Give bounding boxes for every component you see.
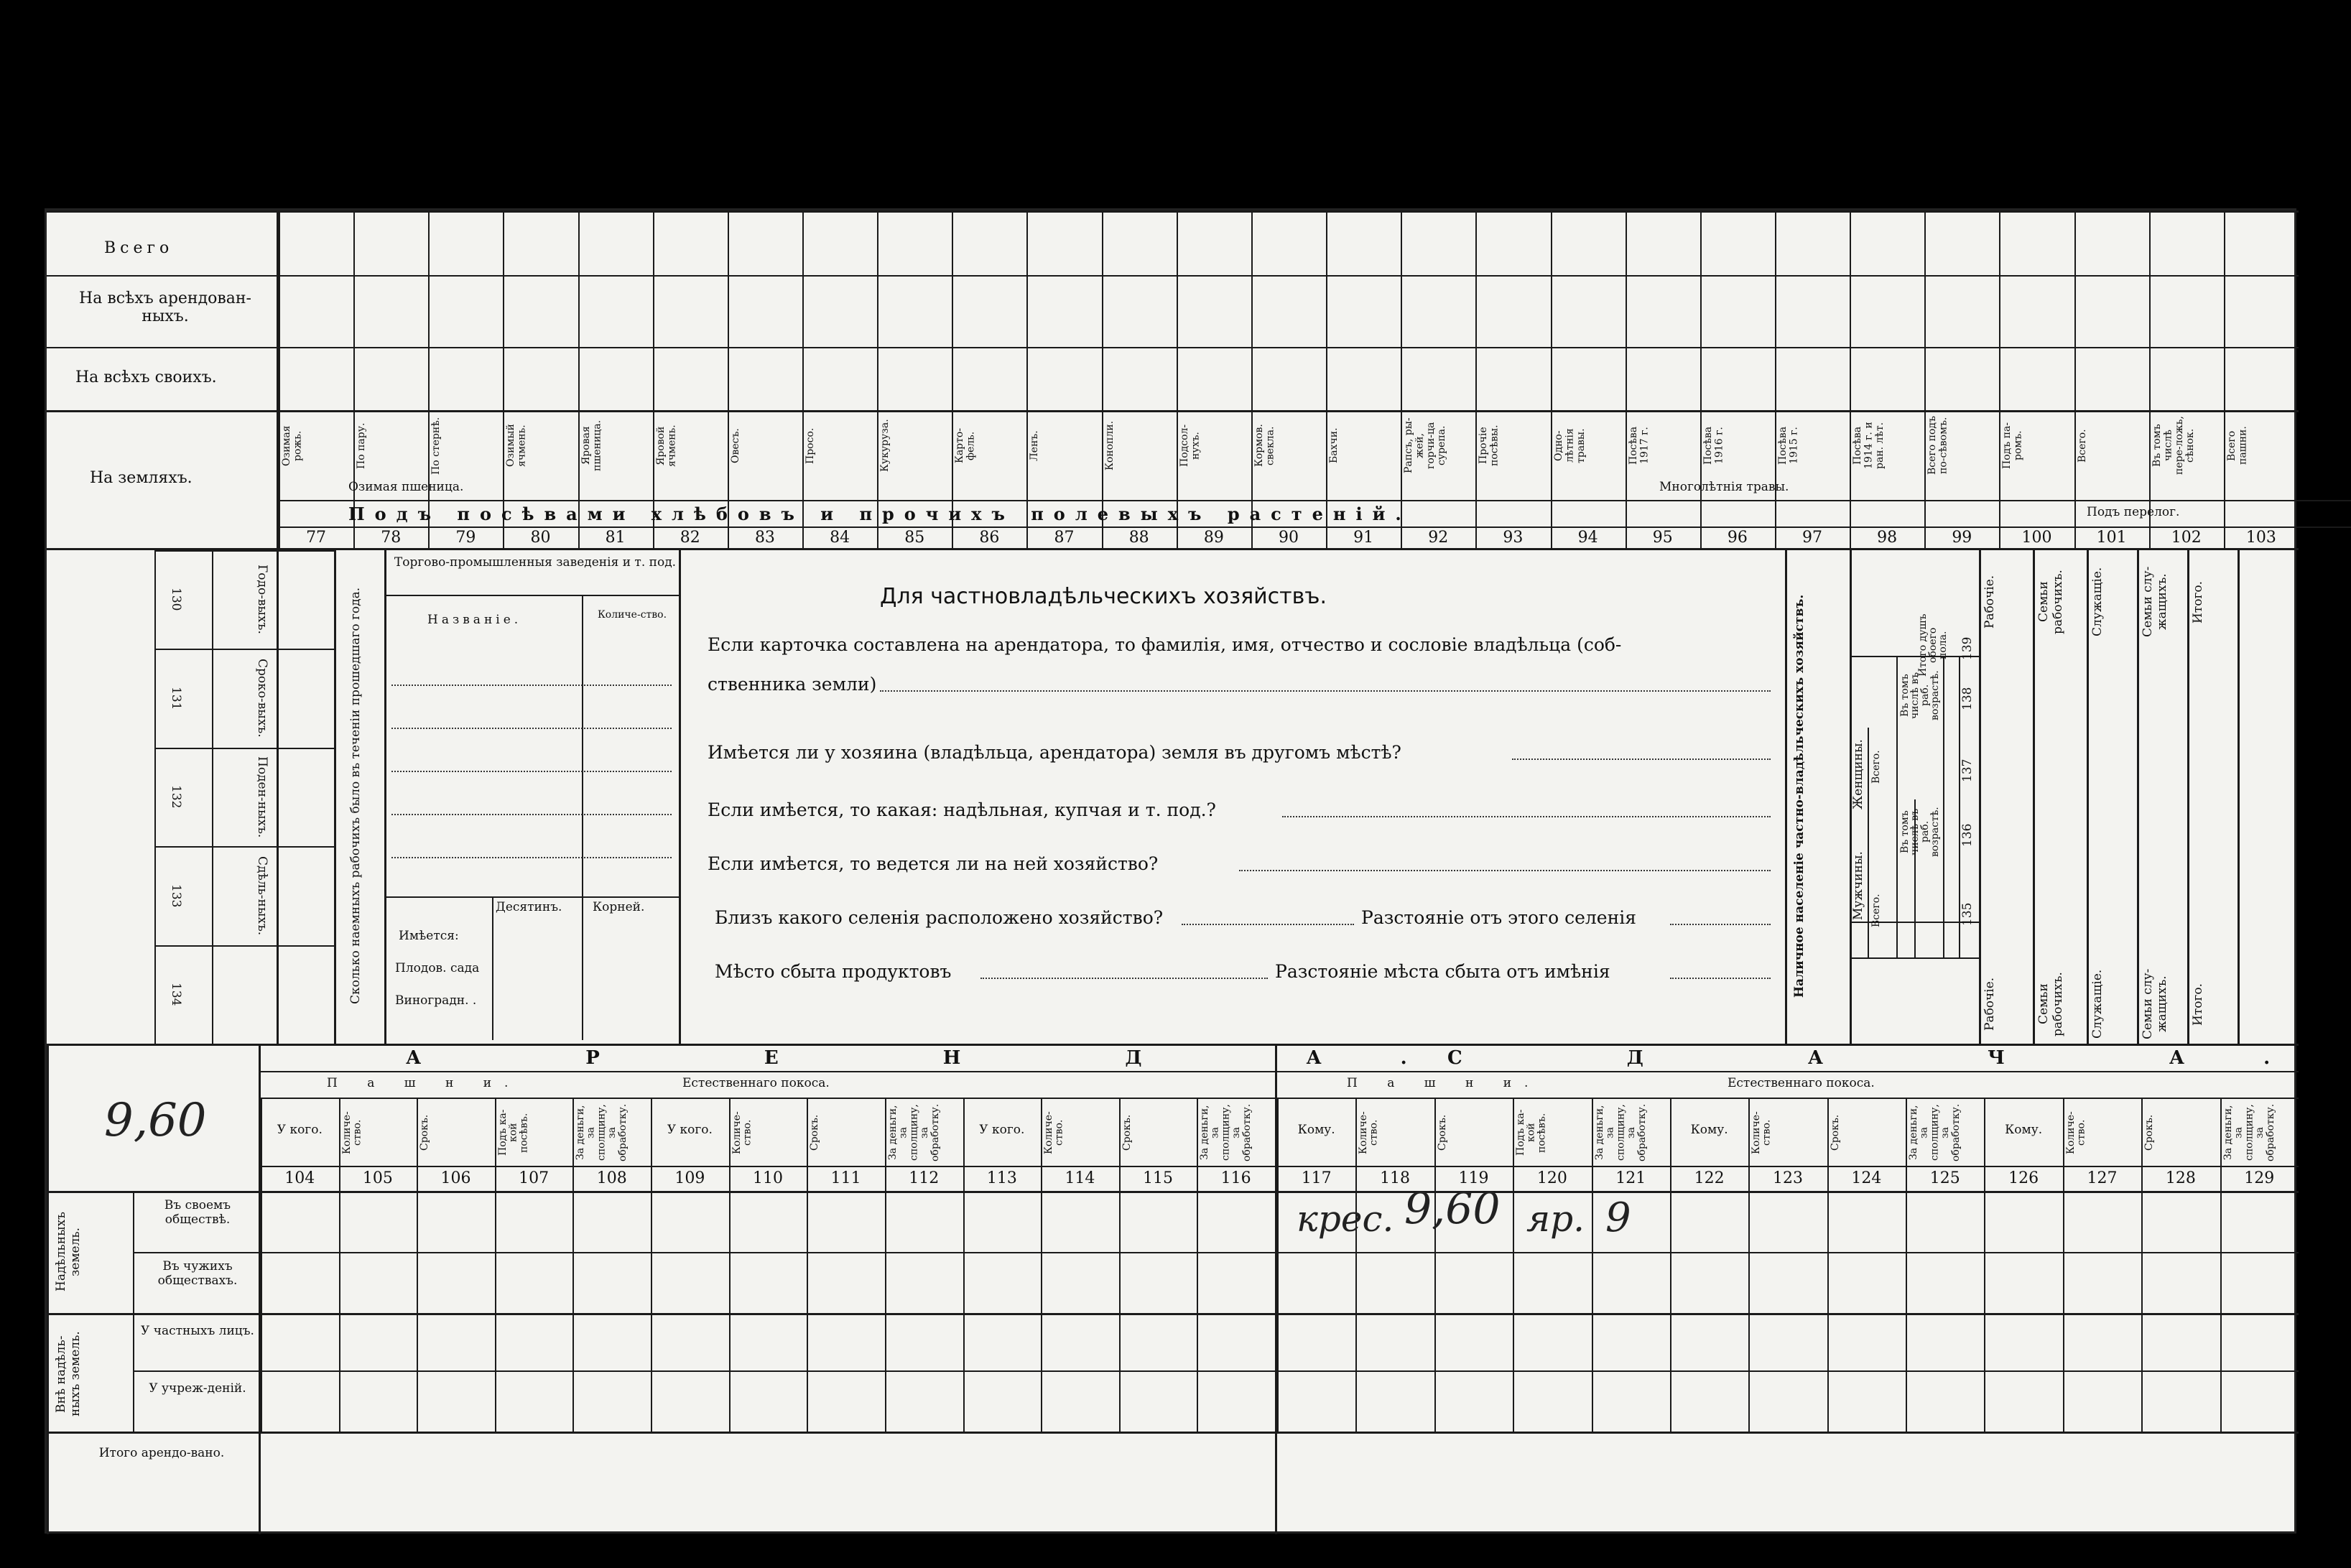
population-col-label: Итого душъ обоего пола. <box>1917 613 1949 677</box>
worker-col-num: 133 <box>169 883 183 908</box>
crop-col-label: Всего пашни. <box>2225 426 2249 465</box>
crop-col-num: 84 <box>830 529 850 547</box>
row-own-society: Въ своемъ обществѣ. <box>164 1198 231 1227</box>
grid-line <box>729 1098 731 1432</box>
roots-col: Корней. <box>593 900 645 914</box>
q6b: Разстояніе мѣста сбыта отъ имѣнія <box>1275 961 1610 982</box>
crop-col-label: Озимый ячмень. <box>505 424 528 468</box>
rent-col-num: 114 <box>1065 1169 1095 1187</box>
enterprises-title: Торгово-промышленныя заведенія и т. под. <box>394 555 677 570</box>
grid-line <box>1626 210 1627 548</box>
population-right-col: Служащіе. <box>2090 969 2105 1039</box>
rent-col-label: За деньги, за сполщину, за обработку. <box>2222 1103 2276 1162</box>
rent-col-num: 104 <box>284 1169 315 1187</box>
crop-col-label: Посѣва 1914 г. и ран. лѣт. <box>1852 422 1886 470</box>
worker-col-label: Годо-выхъ. <box>255 565 269 635</box>
q1a: Если карточка составлена на арендатора, то фамилія, имя, отчество и сословіе владѣльца (соб- <box>708 634 1622 655</box>
crop-col-num: 82 <box>680 529 700 547</box>
rent-col-label: У кого. <box>979 1123 1025 1137</box>
rent-col-label: Срокъ. <box>419 1114 431 1151</box>
population-right-col: Рабочіе. <box>1983 977 1997 1031</box>
rent-col-num: 108 <box>596 1169 627 1187</box>
crop-col-label: Ленъ. <box>1029 430 1041 461</box>
grid-line <box>952 210 953 548</box>
grid-line <box>261 1098 262 1432</box>
grid-line <box>2224 210 2225 548</box>
rent-col-label: Количе-ство. <box>340 1111 363 1154</box>
row-private-persons: У частныхъ лицъ. <box>141 1324 254 1338</box>
q6: Мѣсто сбыта продуктовъ <box>715 961 952 982</box>
crop-col-label: Кормов. свекла. <box>1253 424 1276 468</box>
crop-col-num: 103 <box>2245 529 2276 547</box>
grid-line <box>212 550 213 1046</box>
rent-col-num: 116 <box>1220 1169 1251 1187</box>
population-right-col: Итого. <box>2191 580 2205 623</box>
crop-col-label: Просо. <box>804 427 817 464</box>
grid-line <box>1999 210 2000 548</box>
crop-col-num: 86 <box>979 529 1000 547</box>
crop-col-label: Всего подъ по-сѣвомъ. <box>1926 416 1949 475</box>
row-label-lands: На земляхъ. <box>90 469 193 487</box>
grid-line <box>651 1098 652 1432</box>
population-col-label: Въ томъ числѣ въ раб. возрастѣ. <box>1899 807 1941 857</box>
sdacha-header: С Д А Ч А. <box>1447 1047 2350 1069</box>
row-institutions: У учреж-деній. <box>149 1381 246 1396</box>
grid-line <box>417 1098 418 1432</box>
rent-col-label: Срокъ. <box>809 1114 821 1151</box>
crop-col-label: По стернѣ. <box>430 417 442 475</box>
grid-line <box>339 1098 340 1432</box>
grid-line <box>1355 1098 1357 1432</box>
crop-col-label: Посѣва 1916 г. <box>1702 426 1725 465</box>
has-label: Имѣется: <box>399 929 459 943</box>
census-card <box>45 208 2350 1534</box>
grid-line <box>1475 210 1477 548</box>
grid-line <box>2141 1098 2143 1432</box>
grid-line <box>802 210 804 548</box>
grid-line <box>1251 210 1253 548</box>
sdacha-pokos: Естественнаго покоса. <box>1728 1076 1875 1090</box>
rent-col-label: Кому. <box>1297 1123 1335 1137</box>
arenda-pokos: Естественнаго покоса. <box>682 1076 830 1090</box>
orchard-label: Плодов. сада <box>395 961 480 975</box>
rent-col-num: 128 <box>2165 1169 2196 1187</box>
grid-line <box>1748 1098 1750 1432</box>
crop-col-num: 93 <box>1503 529 1524 547</box>
row-label-own: На всѣхъ своихъ. <box>75 368 217 386</box>
grid-line <box>279 210 280 548</box>
grid-line <box>154 945 334 947</box>
row-other-societies: Въ чужихъ обществахъ. <box>157 1259 238 1288</box>
grid-line <box>1670 1098 1671 1432</box>
crop-col-num: 99 <box>1952 529 1972 547</box>
population-col-label: Всего. <box>1870 894 1882 928</box>
men-label: Мужчины. <box>1851 851 1865 920</box>
grid-line <box>154 748 334 749</box>
worker-col-num: 130 <box>169 588 183 611</box>
population-right-col: Служащіе. <box>2090 567 2105 637</box>
crop-col-label: Посѣва 1915 г. <box>1776 426 1800 465</box>
rent-col-num: 111 <box>830 1169 861 1187</box>
grid-line <box>1041 1098 1042 1432</box>
rent-col-label: Подъ ка-кой посѣвъ. <box>496 1109 530 1156</box>
crop-col-label: Карто-фель. <box>954 427 977 464</box>
rent-col-num: 119 <box>1458 1169 1489 1187</box>
rent-col-label: Срокъ. <box>1121 1114 1133 1151</box>
crop-col-num: 102 <box>2171 529 2202 547</box>
grid-line <box>807 1098 808 1432</box>
crop-col-num: 83 <box>754 529 775 547</box>
grid-line <box>154 550 156 1046</box>
crop-col-label: Посѣва 1917 г. <box>1627 426 1651 465</box>
grid-line <box>728 210 729 548</box>
q3: Если имѣется, то какая: надѣльная, купчая и т. под.? <box>708 799 1216 820</box>
crop-col-label: Въ томъ числѣ пере-ложь, сѣнок. <box>2151 416 2196 475</box>
crop-col-num: 98 <box>1877 529 1898 547</box>
rent-col-num: 123 <box>1772 1169 1803 1187</box>
rent-col-label: Кому. <box>1690 1123 1728 1137</box>
rent-col-num: 124 <box>1851 1169 1882 1187</box>
vne-label: Внѣ надѣль-ныхъ земель. <box>54 1331 83 1417</box>
enterprise-name-col: Названіе. <box>427 613 522 627</box>
grid-line <box>495 1098 496 1432</box>
crop-col-num: 101 <box>2096 529 2127 547</box>
population-right-col: Итого. <box>2191 983 2205 1026</box>
crop-col-label: Озимая рожь. <box>281 425 304 466</box>
rent-col-label: Срокъ. <box>1436 1114 1448 1151</box>
crop-col-num: 92 <box>1428 529 1449 547</box>
grid-line <box>2149 210 2151 548</box>
crop-col-label: Подсол-нухъ. <box>1178 424 1202 468</box>
worker-col-label: Сдѣль-ныхъ. <box>255 855 269 935</box>
rent-col-num: 118 <box>1380 1169 1411 1187</box>
population-col-num: 137 <box>1960 759 1975 783</box>
worker-col-num: 134 <box>169 983 183 1006</box>
crop-col-num: 91 <box>1353 529 1374 547</box>
population-right-col: Семьи рабочихъ. <box>2036 570 2065 634</box>
rent-col-num: 120 <box>1536 1169 1567 1187</box>
grid-line <box>653 210 654 548</box>
crop-col-label: Бахчи. <box>1328 427 1340 464</box>
rent-col-label: За деньги, за сполщину, за обработку. <box>1908 1103 1962 1162</box>
crop-col-num: 85 <box>904 529 925 547</box>
rent-col-label: Срокъ. <box>2143 1114 2156 1151</box>
grid-line <box>1119 1098 1121 1432</box>
rent-col-num: 122 <box>1694 1169 1725 1187</box>
rent-col-num: 117 <box>1301 1169 1332 1187</box>
grid-line <box>1592 1098 1593 1432</box>
grid-line <box>1434 1098 1436 1432</box>
crop-col-num: 87 <box>1054 529 1075 547</box>
crop-col-num: 95 <box>1652 529 1673 547</box>
crop-col-label: Овесъ. <box>729 428 741 463</box>
private-title: Для частновладѣльческихъ хозяйствъ. <box>880 584 1327 609</box>
crop-col-num: 94 <box>1577 529 1598 547</box>
crop-col-label: Рапсъ, ры-жей, горчи-ца сурепа. <box>1403 417 1448 474</box>
perennial-group: Многолѣтнія травы. <box>1659 480 1789 494</box>
rent-col-label: За деньги, за сполщину, за обработку. <box>1593 1103 1648 1162</box>
grid-line <box>1277 1098 1279 1432</box>
grid-line <box>1102 210 1103 548</box>
grid-line <box>428 210 430 548</box>
crops-banner: Подъ посѣвами хлѣбовъ и прочихъ полевыхъ растеній. <box>348 504 1411 524</box>
population-col-num: 139 <box>1960 636 1975 661</box>
crop-col-label: Прочіе посѣвы. <box>1478 425 1501 467</box>
rent-col-label: Подъ ка-кой посѣвъ. <box>1515 1109 1548 1156</box>
grid-line <box>1700 210 1702 548</box>
crop-col-label: Одно-лѣтнія травы. <box>1552 428 1587 463</box>
q2: Имѣется ли у хозяина (владѣльца, арендатора) земля въ другомъ мѣстѣ? <box>708 742 1401 763</box>
rent-col-label: Количе-ство. <box>2064 1111 2087 1154</box>
grid-line <box>2074 210 2076 548</box>
population-right-col: Рабочіе. <box>1983 575 1997 629</box>
grid-line <box>578 210 580 548</box>
crop-col-label: Яровая пшеница. <box>580 419 603 472</box>
crop-col-num: 79 <box>455 529 476 547</box>
crop-col-label: Всего. <box>2076 429 2088 463</box>
population-col-num: 138 <box>1960 687 1975 711</box>
rent-col-num: 129 <box>2244 1169 2275 1187</box>
grid-line <box>154 846 334 848</box>
row-label-rented: На всѣхъ арендован-ныхъ. <box>79 289 251 325</box>
rent-col-label: Кому. <box>2005 1123 2043 1137</box>
crop-col-label: Подъ па-ромъ. <box>2001 422 2024 470</box>
grid-line <box>154 649 334 650</box>
row-total-rented: Итого арендо-вано. <box>98 1446 225 1460</box>
rent-col-num: 125 <box>1929 1169 1960 1187</box>
worker-col-label <box>226 952 269 1036</box>
grid-line <box>2063 1098 2064 1432</box>
fallow-group: Подъ перелог. <box>2087 505 2180 519</box>
handwritten-total: 9,60 <box>104 1094 207 1147</box>
population-col-num: 136 <box>1960 823 1975 848</box>
rent-col-label: Количе-ство. <box>1043 1111 1065 1154</box>
worker-col-num: 131 <box>169 686 183 710</box>
rent-col-num: 113 <box>986 1169 1017 1187</box>
rent-col-label: Количе-ство. <box>731 1111 753 1154</box>
hand-qty: 9,60 <box>1404 1184 1501 1234</box>
grid-line <box>503 210 504 548</box>
crop-col-label: Кукуруза. <box>879 419 891 473</box>
rent-col-label: За деньги, за сполщину, за обработку. <box>575 1103 629 1162</box>
grid-line <box>1026 210 1028 548</box>
population-col-label: Всего. <box>1870 750 1882 784</box>
crop-col-label: По пару. <box>356 422 368 469</box>
crop-col-num: 96 <box>1727 529 1748 547</box>
hired-workers-title: Сколько наемныхъ рабочихъ было въ теченіи прошедшаго года. <box>348 587 363 1005</box>
grid-line <box>963 1098 965 1432</box>
crop-col-num: 97 <box>1802 529 1823 547</box>
crop-col-num: 89 <box>1203 529 1224 547</box>
rent-col-label: У кого. <box>667 1123 713 1137</box>
hand-term: яр. <box>1526 1198 1585 1240</box>
crop-col-num: 77 <box>306 529 327 547</box>
population-col-num: 135 <box>1960 902 1975 927</box>
rent-col-num: 126 <box>2008 1169 2039 1187</box>
rent-col-label: Количе-ство. <box>1751 1111 1773 1154</box>
arenda-header: А Р Е Н Д А. <box>406 1047 1486 1069</box>
grid-line <box>1401 210 1402 548</box>
grid-line <box>1984 1098 1985 1432</box>
population-title: Наличное населеніе частно-владѣльческихъ хозяйствъ. <box>1792 594 1807 998</box>
population-right-col: Семьи рабочихъ. <box>2036 972 2065 1036</box>
grid-line <box>154 550 334 552</box>
rent-col-num: 109 <box>674 1169 705 1187</box>
grid-line <box>1551 210 1552 548</box>
rent-col-num: 105 <box>362 1169 393 1187</box>
worker-col-label: Сроко-выхъ. <box>255 659 269 738</box>
rent-col-label: Количе-ство. <box>1358 1111 1381 1154</box>
crop-col-num: 78 <box>381 529 402 547</box>
rent-col-label: Срокъ. <box>1829 1114 1841 1151</box>
population-right-col: Семьи слу-жащихъ. <box>2141 566 2169 638</box>
crop-col-label: Конопли. <box>1103 420 1116 471</box>
rent-col-num: 115 <box>1143 1169 1174 1187</box>
nadel-label: Надѣльныхъ земель. <box>54 1212 83 1292</box>
rent-col-label: За деньги, за сполщину, за обработку. <box>886 1103 941 1162</box>
population-col-label: Въ томъ числѣ въ раб. возрастѣ. <box>1899 670 1941 720</box>
q5b: Разстояніе отъ этого селенія <box>1361 907 1637 928</box>
desyatin-col: Десятинъ. <box>496 900 562 914</box>
grid-line <box>1513 1098 1514 1432</box>
population-right-col: Семьи слу-жащихъ. <box>2141 968 2169 1040</box>
crop-col-num: 88 <box>1128 529 1149 547</box>
grid-line <box>1924 210 1926 548</box>
crop-col-num: 90 <box>1278 529 1299 547</box>
rent-col-num: 110 <box>752 1169 783 1187</box>
arenda-pashni: П а ш н и. <box>327 1076 521 1090</box>
crop-col-num: 100 <box>2021 529 2052 547</box>
q4: Если имѣется, то ведется ли на ней хозяйство? <box>708 853 1159 874</box>
q5: Близъ какого селенія расположено хозяйство? <box>715 907 1164 928</box>
crop-col-label: Яровой ячмень. <box>654 425 678 467</box>
grid-line <box>2220 1098 2222 1432</box>
rent-col-num: 107 <box>519 1169 550 1187</box>
rent-col-num: 112 <box>909 1169 940 1187</box>
rent-col-label: За деньги, за сполщину, за обработку. <box>1199 1103 1253 1162</box>
grid-line <box>1906 1098 1907 1432</box>
grid-line <box>1850 210 1851 548</box>
sdacha-pashni: П а ш н и. <box>1347 1076 1541 1090</box>
crop-col-num: 81 <box>605 529 626 547</box>
hand-val: 9 <box>1605 1194 1631 1241</box>
grid-line <box>353 210 355 548</box>
grid-line <box>877 210 878 548</box>
rent-col-label: У кого. <box>277 1123 323 1137</box>
hand-komu: крес. <box>1297 1198 1394 1240</box>
q1b: ственника земли) <box>708 674 877 695</box>
grid-line <box>1326 210 1327 548</box>
grid-line <box>1177 210 1178 548</box>
grid-line <box>1775 210 1776 548</box>
women-label: Женщины. <box>1851 739 1865 809</box>
rent-col-num: 121 <box>1615 1169 1646 1187</box>
worker-col-num: 132 <box>169 785 183 809</box>
winter-wheat-group: Озимая пшеница. <box>348 480 464 494</box>
vineyard-label: Виноградн. . <box>395 993 477 1008</box>
grid-line <box>885 1098 886 1432</box>
row-label-total: Всего <box>104 239 174 257</box>
rent-col-num: 106 <box>440 1169 471 1187</box>
enterprise-qty-col: Количе-ство. <box>597 609 667 621</box>
crop-col-num: 80 <box>530 529 551 547</box>
worker-col-label: Поден-ныхъ. <box>255 756 269 838</box>
rent-col-num: 127 <box>2087 1169 2118 1187</box>
grid-line <box>1827 1098 1829 1432</box>
